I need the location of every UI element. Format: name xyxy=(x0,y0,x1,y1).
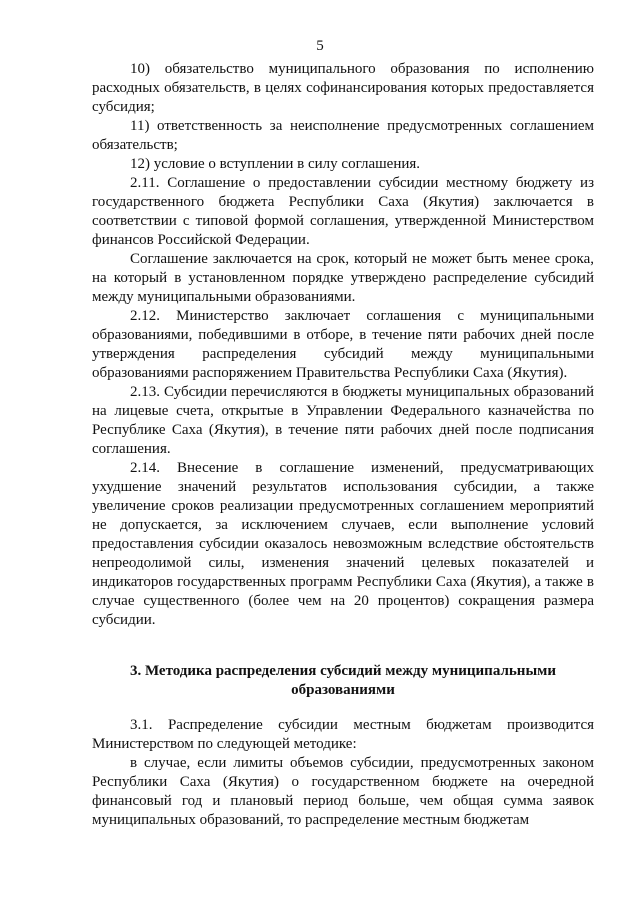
paragraph-3-1: 3.1. Распределение субсидии местным бюджетам производится Министерством по следующей методике: xyxy=(92,717,594,752)
paragraph-2-12: 2.12. Министерство заключает соглашения с муниципальными образованиями, победившими в отборе, в течение пяти рабочих дней после утверждения распределения субсидий между муниципальными образованиями распоряжением Правительства Республики Саха (Якутия). xyxy=(92,308,594,381)
document-body xyxy=(92,60,594,830)
paragraph-item-10: 10) обязательство муниципального образования по исполнению расходных обязательств, в целях софинансирования которых предоставляется субсидия; xyxy=(92,61,594,115)
page-number: 5 xyxy=(316,38,324,54)
section-spacer xyxy=(92,700,594,716)
paragraph-2-14: 2.14. Внесение в соглашение изменений, предусматривающих ухудшение значений результатов использования субсидии, а также увеличение сроков реализации предусмотренных соглашением мероприятий не допускается, за исключением случаев, если выполнение условий предоставления субсидии оказалось невозможным вследствие обстоятельств непреодолимой силы, изменения значений целевых показателей и индикаторов государственных программ Республики Саха (Якутия), а также в случае существенного (более чем на 20 процентов) сокращения размера субсидии. xyxy=(92,460,594,628)
paragraph-2-13: 2.13. Субсидии перечисляются в бюджеты муниципальных образований на лицевые счета, открытые в Управлении Федерального казначейства по Республике Саха (Якутия), в течение пяти рабочих дней после подписания соглашения. xyxy=(92,384,594,457)
paragraph-2-11: 2.11. Соглашение о предоставлении субсидии местному бюджету из государственного бюджета Республики Саха (Якутия) заключается в соответствии с типовой формой соглашения, утвержденной Министерством финансов Российской Федерации. xyxy=(92,175,594,248)
paragraph-item-11: 11) ответственность за неисполнение предусмотренных соглашением обязательств; xyxy=(92,118,594,153)
paragraph-methodology-case: в случае, если лимиты объемов субсидии, предусмотренных законом Республики Саха (Якутия) о государственном бюджете на очередной финансовый год и плановый период больше, чем общая сумма заявок муниципальных образований, то распределение местным бюджетам xyxy=(92,755,594,828)
section-spacer xyxy=(92,630,594,662)
paragraph-item-12: 12) условие о вступлении в силу соглашения. xyxy=(130,156,421,172)
section-heading: 3. Методика распределения субсидий между муниципальными образованиями xyxy=(129,663,557,698)
paragraph-agreement-term: Соглашение заключается на срок, который не может быть менее срока, на который в установленном порядке утверждено распределение субсидий между муниципальными образованиями. xyxy=(92,251,594,305)
